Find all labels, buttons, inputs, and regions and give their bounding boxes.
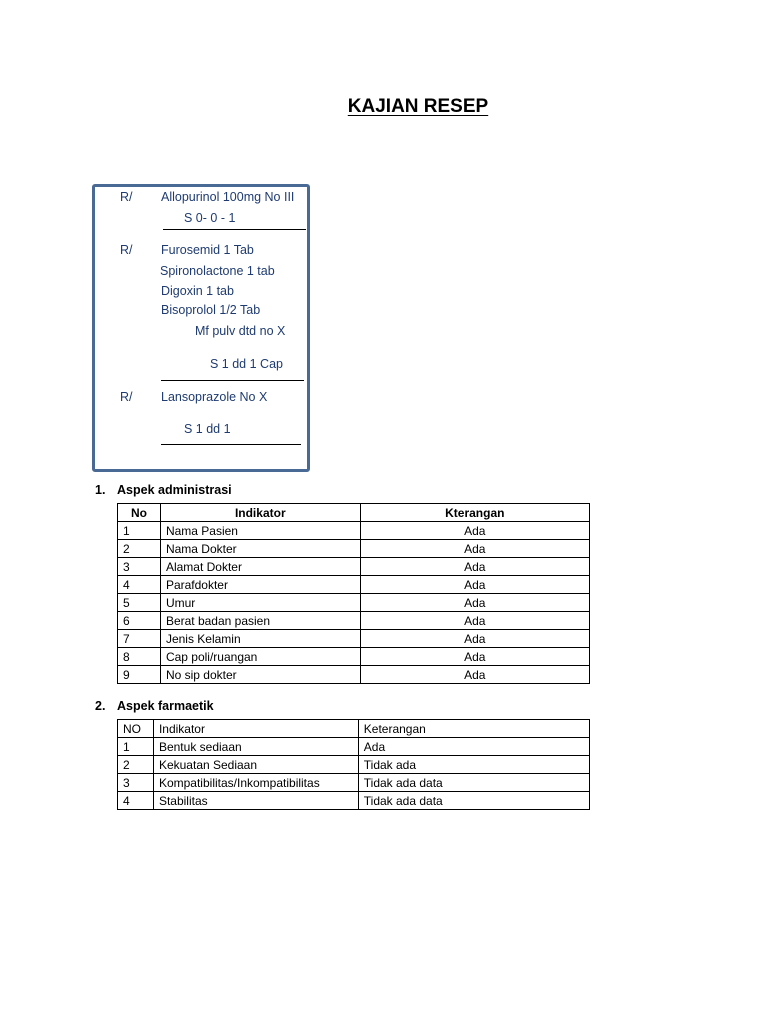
row-indikator: Berat badan pasien (160, 612, 360, 630)
row-indikator: Alamat Dokter (160, 558, 360, 576)
row-keterangan: Ada (360, 612, 589, 630)
row-no: 4 (118, 576, 161, 594)
row-keterangan: Ada (360, 576, 589, 594)
rx-drug-bisoprolol: Bisoprolol 1/2 Tab (161, 303, 261, 317)
table-row (118, 540, 590, 558)
rx-drug-digoxin: Digoxin 1 tab (161, 284, 234, 298)
rx-instruction-2: Mf pulv dtd no X (195, 324, 286, 338)
rx-drug-allopurinol: Allopurinol 100mg No III (161, 190, 295, 204)
row-no: 9 (118, 666, 161, 684)
row-keterangan: Ada (360, 540, 589, 558)
header-no: NO (118, 720, 154, 738)
rx-drug-furosemid: Furosemid 1 Tab (161, 243, 254, 257)
row-keterangan: Tidak ada data (358, 792, 589, 810)
table-row (118, 576, 590, 594)
table-row (118, 756, 590, 774)
rx-symbol-3: R/ (120, 390, 133, 404)
table-row (118, 594, 590, 612)
rx-signa-2: S 1 dd 1 Cap (210, 357, 283, 371)
row-indikator: Umur (160, 594, 360, 612)
administrasi-table (117, 503, 590, 684)
row-keterangan: Ada (360, 648, 589, 666)
table-row (118, 648, 590, 666)
row-no: 7 (118, 630, 161, 648)
row-keterangan: Ada (360, 630, 589, 648)
rx-divider-1 (163, 229, 306, 230)
table-row (118, 522, 590, 540)
row-no: 5 (118, 594, 161, 612)
header-indikator: Indikator (160, 504, 360, 522)
row-keterangan: Tidak ada data (358, 774, 589, 792)
table-row (118, 558, 590, 576)
table-row (118, 612, 590, 630)
page-title: KAJIAN RESEP (347, 96, 489, 117)
row-no: 4 (118, 792, 154, 810)
rx-signa-3: S 1 dd 1 (184, 422, 231, 436)
table-row (118, 774, 590, 792)
row-indikator: No sip dokter (160, 666, 360, 684)
header-no: No (118, 504, 161, 522)
rx-signa-1: S 0- 0 - 1 (184, 211, 236, 225)
row-no: 2 (118, 756, 154, 774)
section-2-heading (95, 699, 214, 713)
row-indikator: Kekuatan Sediaan (153, 756, 358, 774)
row-no: 1 (118, 738, 154, 756)
section-1-number: 1. (95, 483, 106, 497)
rx-symbol-1: R/ (120, 190, 133, 204)
section-2-number: 2. (95, 699, 106, 713)
row-indikator: Kompatibilitas/Inkompatibilitas (153, 774, 358, 792)
table-row (118, 738, 590, 756)
row-indikator: Cap poli/ruangan (160, 648, 360, 666)
row-no: 3 (118, 774, 154, 792)
row-keterangan: Tidak ada (358, 756, 589, 774)
header-keterangan: Keterangan (358, 720, 589, 738)
row-no: 6 (118, 612, 161, 630)
row-indikator: Parafdokter (160, 576, 360, 594)
rx-divider-3 (161, 444, 301, 445)
row-keterangan: Ada (360, 522, 589, 540)
table-row (118, 630, 590, 648)
row-keterangan: Ada (360, 594, 589, 612)
farmasetik-table (117, 719, 590, 810)
table-header-row (118, 504, 590, 522)
row-keterangan: Ada (360, 558, 589, 576)
row-keterangan: Ada (360, 666, 589, 684)
table-row (118, 666, 590, 684)
row-indikator: Bentuk sediaan (153, 738, 358, 756)
section-2-title: Aspek farmaetik (117, 699, 214, 713)
row-indikator: Stabilitas (153, 792, 358, 810)
rx-drug-lansoprazole: Lansoprazole No X (161, 390, 268, 404)
header-keterangan: Kterangan (360, 504, 589, 522)
row-no: 1 (118, 522, 161, 540)
section-1-heading (95, 483, 232, 497)
rx-symbol-2: R/ (120, 243, 133, 257)
row-no: 3 (118, 558, 161, 576)
header-indikator: Indikator (153, 720, 358, 738)
table-row (118, 792, 590, 810)
row-no: 8 (118, 648, 161, 666)
rx-divider-2 (161, 380, 304, 381)
table-header-row (118, 720, 590, 738)
row-indikator: Nama Pasien (160, 522, 360, 540)
row-indikator: Jenis Kelamin (160, 630, 360, 648)
rx-drug-spironolactone: Spironolactone 1 tab (160, 264, 275, 278)
section-1-title: Aspek administrasi (117, 483, 232, 497)
row-indikator: Nama Dokter (160, 540, 360, 558)
row-keterangan: Ada (358, 738, 589, 756)
row-no: 2 (118, 540, 161, 558)
